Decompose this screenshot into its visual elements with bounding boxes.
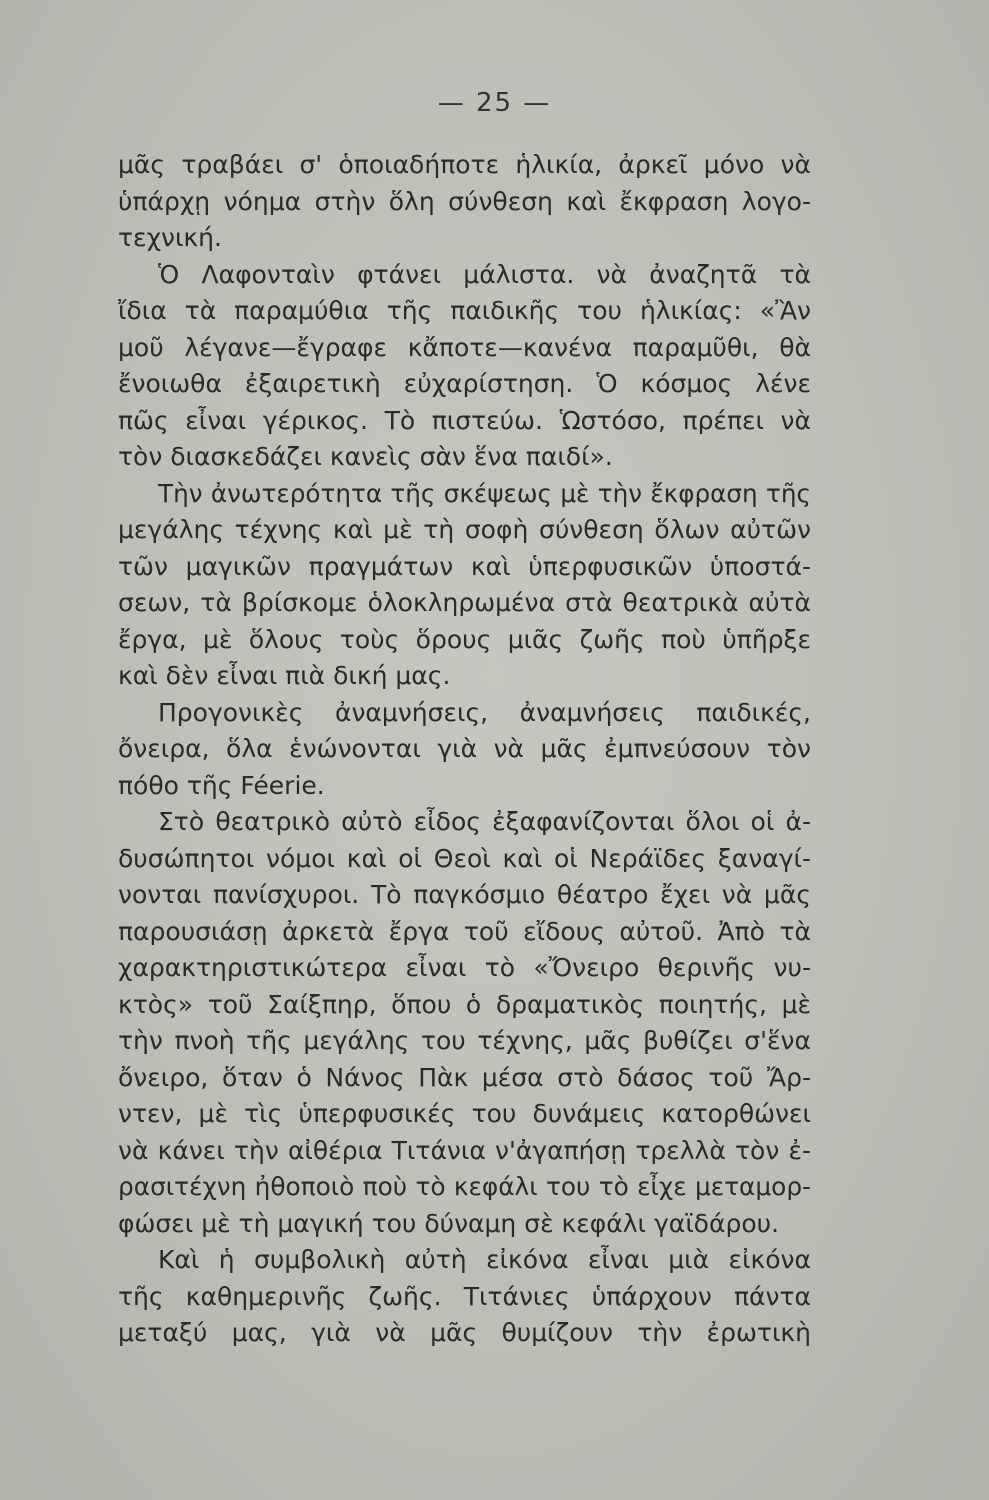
text-line: μεγάλης τέχνης καὶ μὲ τὴ σοφὴ σύνθεση ὅλων αὐτῶν [118, 515, 811, 544]
text-line: δυσώπητοι νόμοι καὶ οἱ Θεοὶ καὶ οἱ Νεράϊδες ξαναγί- [118, 843, 811, 873]
text-line: πῶς εἶναι γέρικος. Τὸ πιστεύω. Ὡστόσο, πρέπει νὰ [118, 405, 811, 435]
text-line: νὰ κάνει τὴν αἰθέρια Τιτάνια ν'ἀγαπήσῃ τρελλὰ τὸν ἐ- [118, 1135, 811, 1165]
text-line: καὶ δὲν εἶναι πιὰ δική μας. [118, 661, 451, 690]
text-line: νονται πανίσχυροι. Τὸ παγκόσμιο θέατρο ἔχει νὰ μᾶς [118, 880, 811, 909]
text-line: Ὁ Λαφονταὶν φτάνει μάλιστα. νὰ ἀναζητᾶ τὰ [158, 259, 811, 289]
text-line: ἔργα, μὲ ὅλους τοὺς ὅρους μιᾶς ζωῆς ποὺ ὑπῆρξε [118, 624, 811, 654]
text-line: ὑπάρχῃ νόημα στὴν ὅλη σύνθεση καὶ ἔκφραση λογο- [118, 186, 811, 216]
text-line: σεων, τὰ βρίσκομε ὁλοκληρωμένα στὰ θεατρικὰ αὐτὰ [118, 588, 811, 617]
text-line: ὄνειρα, ὅλα ἑνώνονται γιὰ νὰ μᾶς ἐμπνεύσουν τὸν [118, 734, 811, 763]
text-line: παρουσιάσῃ ἀρκετὰ ἔργα τοῦ εἴδους αὐτοῦ. Ἀπὸ τὰ [118, 916, 811, 946]
text-line: Καὶ ἡ συμβολικὴ αὐτὴ εἰκόνα εἶναι μιὰ εἰκόνα [158, 1245, 811, 1274]
text-line: τῶν μαγικῶν πραγμάτων καὶ ὑπερφυσικῶν ὑποστά- [118, 551, 811, 581]
text-line: Στὸ θεατρικὸ αὐτὸ εἶδος ἐξαφανίζονται ὅλοι οἱ ἀ- [158, 807, 811, 836]
text-line: ντεν, μὲ τὶς ὑπερφυσικές του δυνάμεις κατορθώνει [118, 1099, 811, 1128]
text-line: μεταξύ μας, γιὰ νὰ μᾶς θυμίζουν τὴν ἐρωτικὴ [118, 1318, 811, 1347]
text-line: μᾶς τραβάει σ' ὁποιαδήποτε ἡλικία, ἀρκεῖ μόνο νὰ [118, 150, 811, 179]
text-line: πόθο τῆς Féerie. [118, 770, 325, 800]
text-line: μοῦ λέγανε—ἔγραφε κἄποτε—κανένα παραμῦθι, θὰ [118, 332, 811, 362]
text-line: χαρακτηριστικώτερα εἶναι τὸ «Ὄνειρο θερινῆς νυ- [118, 953, 811, 982]
text-line: τῆς καθημερινῆς ζωῆς. Τιτάνιες ὑπάρχουν πάντα [118, 1281, 811, 1311]
text-line: ἴδια τὰ παραμύθια τῆς παιδικῆς του ἡλικίας: «Ἂν [118, 296, 811, 325]
text-line: τὸν διασκεδάζει κανεὶς σὰν ἕνα παιδί». [118, 442, 613, 471]
text-line: ἔνοιωθα ἐξαιρετικὴ εὐχαρίστηση. Ὁ κόσμος λένε [118, 369, 811, 398]
text-line: τὴν πνοὴ τῆς μεγάλης του τέχνης, μᾶς βυθίζει σ'ἕνα [118, 1026, 811, 1055]
text-line: τεχνική. [118, 223, 222, 252]
text-line: Προγονικὲς ἀναμνήσεις, ἀναμνήσεις παιδικές, [158, 697, 811, 727]
text-line: κτὸς» τοῦ Σαίξπηρ, ὅπου ὁ δραματικὸς ποιητής, μὲ [118, 989, 811, 1019]
text-line: ρασιτέχνη ἠθοποιὸ ποὺ τὸ κεφάλι του τὸ εἶχε μεταμορ- [118, 1172, 811, 1201]
text-line: ὄνειρο, ὅταν ὁ Νάνος Πὰκ μέσα στὸ δάσος τοῦ Ἄρ- [118, 1062, 811, 1092]
text-line: Τὴν ἀνωτερότητα τῆς σκέψεως μὲ τὴν ἔκφραση τῆς [158, 478, 811, 508]
text-line: φώσει μὲ τὴ μαγική του δύναμη σὲ κεφάλι γαϊδάρου. [118, 1208, 780, 1238]
page-number: — 25 — [437, 88, 552, 118]
body-text [118, 147, 811, 1352]
